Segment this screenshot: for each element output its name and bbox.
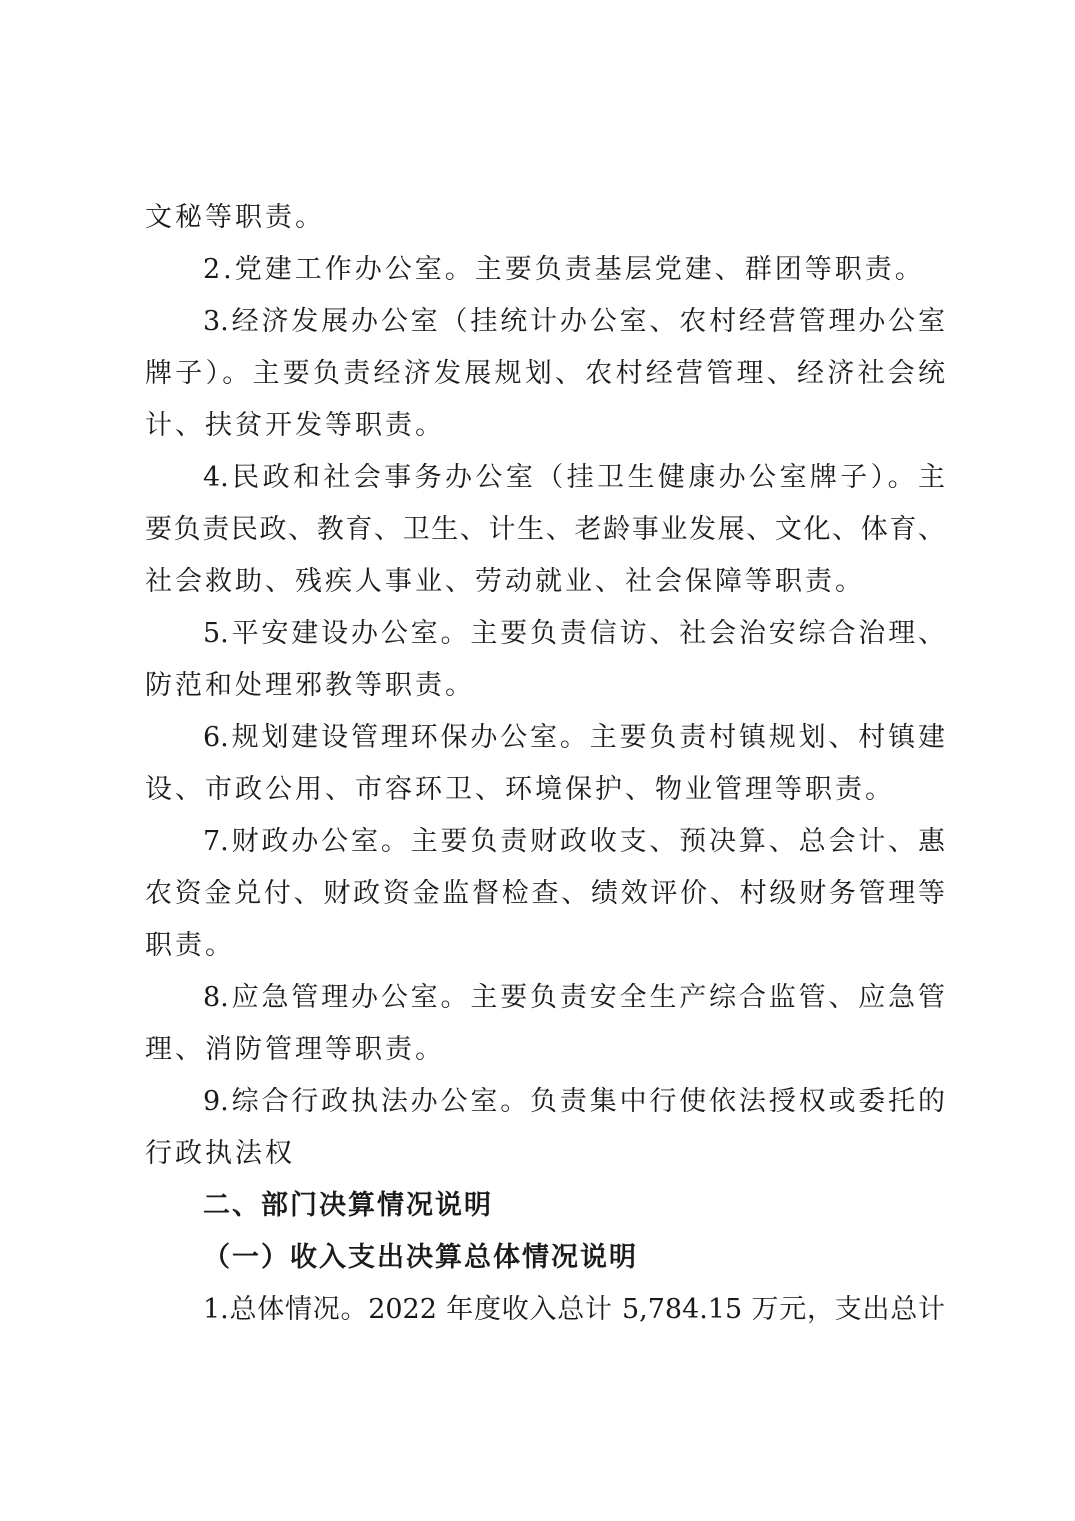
- text-line: 职责。: [145, 930, 235, 961]
- paragraph-item-8: 8.应急管理办公室。主要负责安全生产综合监管、应急管: [203, 982, 945, 1013]
- text-line: 农资金兑付、财政资金监督检查、绩效评价、村级财务管理等: [145, 878, 945, 909]
- paragraph-item-9: 9.综合行政执法办公室。负责集中行使依法授权或委托的: [203, 1086, 945, 1117]
- text-line: 设、市政公用、市容环卫、环境保护、物业管理等职责。: [145, 774, 895, 805]
- text-line: 要负责民政、教育、卫生、计生、老龄事业发展、文化、体育、: [145, 514, 945, 545]
- text-line: 计、扶贫开发等职责。: [145, 410, 445, 441]
- text-line: 牌子）。主要负责经济发展规划、农村经营管理、经济社会统: [145, 358, 945, 389]
- paragraph-item-6: 6.规划建设管理环保办公室。主要负责村镇规划、村镇建: [203, 722, 945, 753]
- paragraph-item-4: 4.民政和社会事务办公室（挂卫生健康办公室牌子）。主: [203, 462, 945, 493]
- paragraph-item-2: 2.党建工作办公室。主要负责基层党建、群团等职责。: [203, 254, 925, 285]
- text-line: 理、消防管理等职责。: [145, 1034, 445, 1065]
- section-heading: 二、部门决算情况说明: [203, 1190, 493, 1221]
- paragraph-item-1: 1.总体情况。2022 年度收入总计 5,784.15 万元，支出总计: [203, 1294, 945, 1325]
- text-line: 文秘等职责。: [145, 202, 325, 233]
- paragraph-item-5: 5.平安建设办公室。主要负责信访、社会治安综合治理、: [203, 618, 945, 649]
- text-line: 行政执法权: [145, 1138, 295, 1169]
- subsection-heading: （一）收入支出决算总体情况说明: [203, 1242, 638, 1273]
- paragraph-item-7: 7.财政办公室。主要负责财政收支、预决算、总会计、惠: [203, 826, 945, 857]
- text-line: 防范和处理邪教等职责。: [145, 670, 475, 701]
- text-line: 社会救助、残疾人事业、劳动就业、社会保障等职责。: [145, 566, 865, 597]
- paragraph-item-3: 3.经济发展办公室（挂统计办公室、农村经营管理办公室: [203, 306, 945, 337]
